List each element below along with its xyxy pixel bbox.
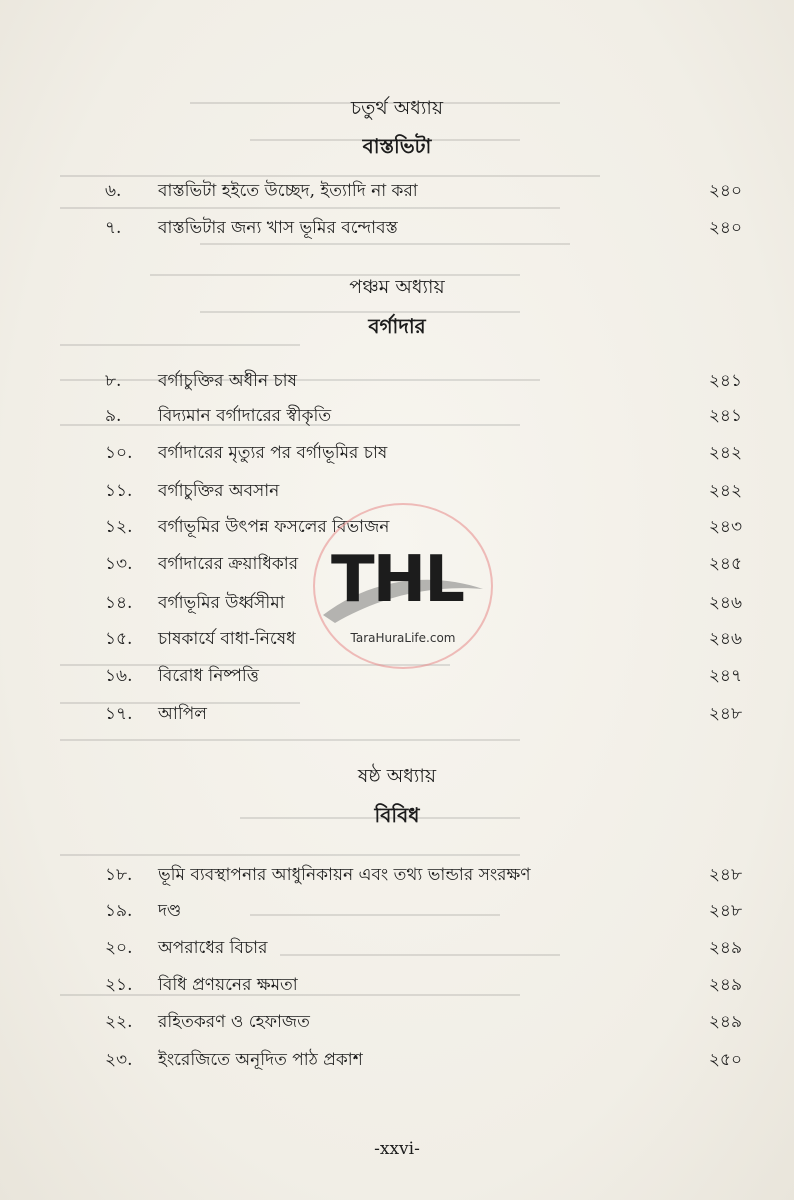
section-number: ২৩.: [105, 1050, 133, 1070]
page-number: ২৪৯: [708, 938, 742, 958]
section-title: দণ্ড: [158, 901, 182, 921]
toc-entry: [0, 477, 794, 505]
section-title: বর্গাচুক্তির অবসান: [158, 481, 280, 501]
section-title: চাষকার্যে বাধা-নিষেধ: [158, 629, 296, 649]
page-number: ২৪০: [708, 218, 742, 238]
page-number: ২৪৮: [708, 704, 742, 724]
section-number: ৯.: [105, 406, 122, 426]
section-title: বর্গাচুক্তির অধীন চাষ: [158, 371, 297, 391]
section-title: বর্গাদারের মৃত্যুর পর বর্গাভূমির চাষ: [158, 443, 388, 463]
section-number: ৭.: [105, 218, 122, 238]
page-number: ২৪১: [708, 406, 742, 426]
page-number: ২৪৬: [708, 593, 742, 613]
watermark-logo: [313, 503, 493, 669]
page-number: ২৪৮: [708, 901, 742, 921]
section-number: ১৯.: [105, 901, 133, 921]
section-number: ২০.: [105, 938, 133, 958]
section-title: বিরোধ নিষ্পত্তি: [158, 666, 259, 686]
section-title: রহিতকরণ ও হেফাজত: [158, 1012, 310, 1032]
toc-entry: [0, 1046, 794, 1074]
page-number: ২৪৯: [708, 1012, 742, 1032]
section-title: বাস্তভিটা হইতে উচ্ছেদ, ইত্যাদি না করা: [158, 181, 418, 201]
chapter-heading: ষষ্ঠ অধ্যায়: [357, 765, 437, 787]
section-title: বাস্তভিটার জন্য খাস ভূমির বন্দোবস্ত: [158, 218, 398, 238]
section-title: ভূমি ব্যবস্থাপনার আধুনিকায়ন এবং তথ্য ভান্ডার সংরক্ষণ: [158, 865, 531, 885]
section-number: ৬.: [105, 181, 122, 201]
section-title: বিদ্যমান বর্গাদারের স্বীকৃতি: [158, 406, 332, 426]
section-number: ২১.: [105, 975, 133, 995]
toc-entry: [0, 1008, 794, 1036]
page-number: ২৪৮: [708, 865, 742, 885]
section-number: ১৫.: [105, 629, 133, 649]
section-title: অপরাধের বিচার: [158, 938, 268, 958]
watermark-letters: THL: [331, 543, 463, 617]
section-title: বর্গাভূমির উর্ধ্বসীমা: [158, 593, 285, 613]
section-number: ১০.: [105, 443, 133, 463]
page-number: ২৪১: [708, 371, 742, 391]
toc-entry: [0, 367, 794, 395]
toc-entry: [0, 861, 794, 889]
page-number: ২৪৫: [708, 554, 742, 574]
chapter-subtitle: বর্গাদার: [368, 314, 426, 338]
page-number: ২৪৩: [708, 517, 742, 537]
section-number: ১৪.: [105, 593, 133, 613]
section-number: ১৮.: [105, 865, 133, 885]
toc-entry: [0, 897, 794, 925]
section-number: ১১.: [105, 481, 133, 501]
toc-entry: [0, 439, 794, 467]
section-number: ১৬.: [105, 666, 133, 686]
chapter-subtitle: বাস্তভিটা: [362, 134, 432, 158]
page-number: ২৫০: [708, 1050, 742, 1070]
page-number: ২৪৯: [708, 975, 742, 995]
toc-entry: [0, 700, 794, 728]
watermark-site: TaraHuraLife.com: [350, 631, 456, 645]
toc-entry: [0, 934, 794, 962]
section-title: ইংরেজিতে অনূদিত পাঠ প্রকাশ: [158, 1050, 363, 1070]
page-footer-number: -xxvi-: [374, 1139, 420, 1159]
section-number: ১৭.: [105, 704, 133, 724]
toc-entry: [0, 402, 794, 430]
section-title: বিধি প্রণয়নের ক্ষমতা: [158, 975, 298, 995]
toc-entry: [0, 971, 794, 999]
section-title: বর্গাদারের ক্রয়াধিকার: [158, 554, 299, 574]
chapter-heading: চতুর্থ অধ্যায়: [350, 97, 444, 119]
page-number: ২৪২: [708, 481, 742, 501]
section-number: ৮.: [105, 371, 122, 391]
page-number: ২৪৭: [708, 666, 742, 686]
page-number: ২৪০: [708, 181, 742, 201]
toc-entry: [0, 177, 794, 205]
section-number: ২২.: [105, 1012, 133, 1032]
toc-entry: [0, 214, 794, 242]
section-title: আপিল: [158, 704, 207, 724]
chapter-heading: পঞ্চম অধ্যায়: [349, 276, 445, 298]
page-number: ২৪৬: [708, 629, 742, 649]
chapter-subtitle: বিবিধ: [374, 803, 420, 827]
page-number: ২৪২: [708, 443, 742, 463]
section-title: বর্গাভূমির উৎপন্ন ফসলের বিভাজন: [158, 517, 390, 537]
section-number: ১২.: [105, 517, 133, 537]
section-number: ১৩.: [105, 554, 133, 574]
